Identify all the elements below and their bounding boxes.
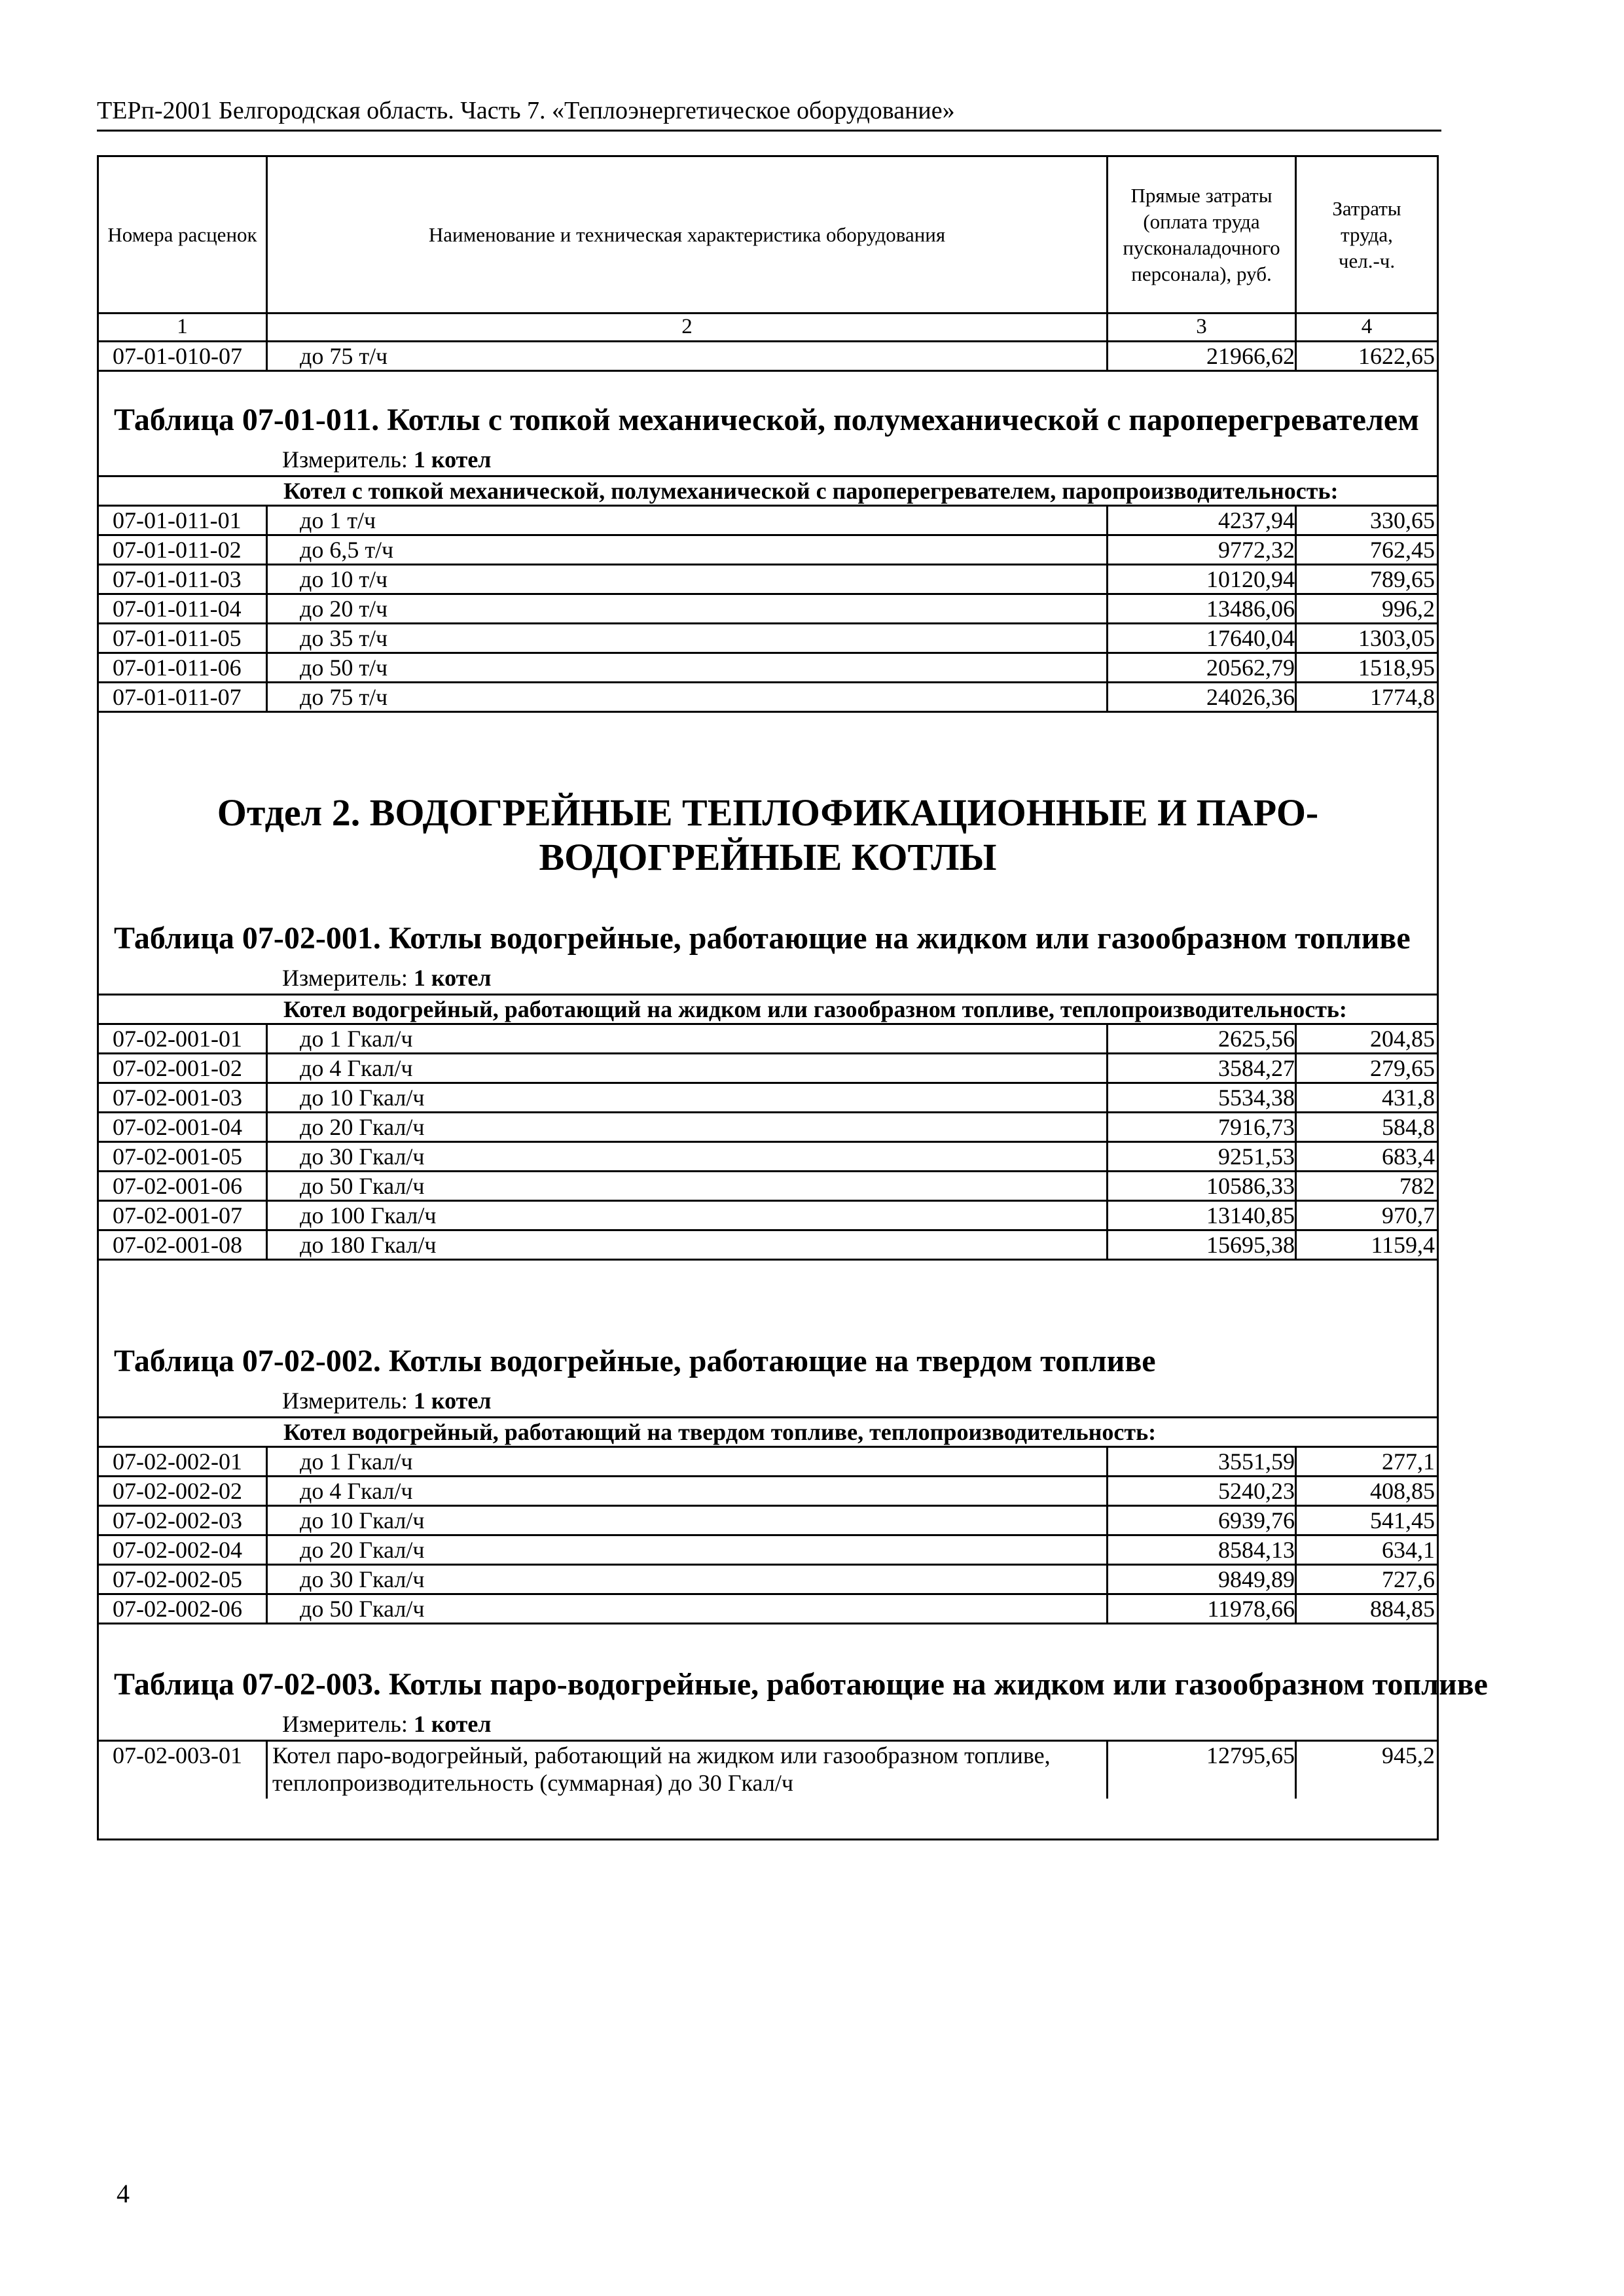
- cell-divider: [266, 1172, 268, 1200]
- cell-name: до 180 Гкал/ч: [300, 1232, 437, 1258]
- cell-name: до 4 Гкал/ч: [300, 1478, 413, 1504]
- cell-cost: 7916,73: [1218, 1114, 1295, 1140]
- group-row: [97, 994, 1439, 1023]
- cell-name: до 6,5 т/ч: [300, 537, 394, 563]
- cell-divider: [1106, 1202, 1108, 1229]
- cell-code: 07-02-001-08: [113, 1232, 242, 1258]
- cell-labor: 431,8: [1382, 1085, 1435, 1111]
- cell-name: до 10 Гкал/ч: [300, 1507, 425, 1534]
- cell-divider: [1106, 1536, 1108, 1564]
- cell-name: до 1 Гкал/ч: [300, 1026, 413, 1052]
- cell-name: до 4 Гкал/ч: [300, 1055, 413, 1081]
- table-07-02-002: [97, 1343, 1439, 1624]
- cell-labor: 782: [1399, 1173, 1435, 1199]
- cell-labor: 683,4: [1382, 1143, 1435, 1170]
- table-row: [97, 534, 1439, 564]
- cell-name: до 50 Гкал/ч: [300, 1596, 425, 1622]
- colnum-3: 3: [1196, 315, 1207, 338]
- cell-labor: 884,85: [1370, 1596, 1435, 1622]
- cell-divider: [1295, 683, 1297, 711]
- cell-divider: [1295, 1025, 1297, 1052]
- cell-labor: 277,1: [1382, 1448, 1435, 1475]
- group-row: [97, 1416, 1439, 1446]
- cell-divider: [1295, 1084, 1297, 1111]
- table-row: [97, 1052, 1439, 1082]
- cell-labor: 1518,95: [1358, 655, 1435, 681]
- cell-divider: [266, 1566, 268, 1593]
- cell-code: 07-01-011-02: [113, 537, 242, 563]
- cell-divider: [1295, 1202, 1297, 1229]
- cell-code: 07-01-010-07: [113, 343, 242, 369]
- cell-cost: 4237,94: [1218, 507, 1295, 533]
- cell-divider: [1106, 1231, 1108, 1259]
- unit-value: 1 котел: [413, 965, 492, 991]
- table-row: [97, 1534, 1439, 1564]
- cell-divider: [266, 342, 268, 370]
- cell-labor: 1774,8: [1370, 684, 1435, 710]
- colnum-4: 4: [1361, 315, 1373, 338]
- cell-divider: [1295, 1231, 1297, 1259]
- cell-divider: [1106, 342, 1108, 370]
- cell-divider: [1106, 1054, 1108, 1082]
- cell-cost: 5240,23: [1218, 1478, 1295, 1504]
- text-line: Измеритель:: [282, 965, 408, 991]
- cell-divider: [1106, 1566, 1108, 1593]
- cell-labor: 1303,05: [1358, 625, 1435, 651]
- header-col3: Прямые затраты (оплата труда пусконаладочного персонала), руб.: [1123, 183, 1280, 285]
- cell-code: 07-02-001-04: [113, 1114, 242, 1140]
- cell-labor: 204,85: [1370, 1026, 1435, 1052]
- cell-labor: 727,6: [1382, 1566, 1435, 1592]
- table-row: [97, 505, 1439, 534]
- carry-row-block: [97, 340, 1439, 372]
- cell-code: 07-01-011-03: [113, 566, 242, 592]
- group-text: Котел водогрейный, работающий на твердом топливе, теплопроизводительность:: [283, 1419, 1157, 1445]
- cell-code: 07-02-001-05: [113, 1143, 242, 1170]
- cell-divider: [266, 1477, 268, 1505]
- cell-divider: [1295, 1054, 1297, 1082]
- cell-code: 07-02-002-01: [113, 1448, 242, 1475]
- table-row: [97, 1505, 1439, 1534]
- cell-divider: [1106, 683, 1108, 711]
- cell-name: до 75 т/ч: [300, 343, 388, 369]
- cell-labor: 330,65: [1370, 507, 1435, 533]
- cell-divider: [1106, 1742, 1108, 1799]
- cell-divider: [1295, 342, 1297, 370]
- cell-name: до 30 Гкал/ч: [300, 1566, 425, 1592]
- cell-divider: [1295, 1536, 1297, 1564]
- cell-code: 07-02-002-03: [113, 1507, 242, 1534]
- cell-divider: [1106, 1172, 1108, 1200]
- cell-name: Котел паро-водогрейный, работающий на жидком или газообразном топливе, теплопроизводительность (суммарная) до 30 Гкал/ч: [272, 1742, 1051, 1796]
- cell-divider: [1106, 1113, 1108, 1141]
- section-2-title: [97, 791, 1439, 880]
- cell-divider: [1295, 1595, 1297, 1623]
- table-row: [97, 1593, 1439, 1624]
- page-number: 4: [117, 2179, 130, 2208]
- cell-cost: 13486,06: [1206, 596, 1295, 622]
- cell-code: 07-02-003-01: [113, 1742, 242, 1768]
- cell-divider: [1295, 1448, 1297, 1475]
- cell-divider: [1106, 1477, 1108, 1505]
- cell-name: до 100 Гкал/ч: [300, 1202, 437, 1229]
- cell-divider: [266, 1143, 268, 1170]
- table-row: [97, 622, 1439, 652]
- colnum-2: 2: [681, 315, 693, 338]
- cell-divider: [1295, 1566, 1297, 1593]
- cell-cost: 8584,13: [1218, 1537, 1295, 1563]
- cell-cost: 15695,38: [1206, 1232, 1295, 1258]
- text-line: ВОДОГРЕЙНЫЕ КОТЛЫ: [539, 836, 997, 878]
- table-row: [97, 1111, 1439, 1141]
- cell-divider: [266, 1084, 268, 1111]
- unit-line: [282, 445, 1439, 475]
- cell-cost: 9251,53: [1218, 1143, 1295, 1170]
- text-line: Отдел 2. ВОДОГРЕЙНЫЕ ТЕПЛОФИКАЦИОННЫЕ И ПАРО-: [217, 791, 1319, 834]
- cell-cost: 3551,59: [1218, 1448, 1295, 1475]
- cell-name: до 1 Гкал/ч: [300, 1448, 413, 1475]
- cell-labor: 541,45: [1370, 1507, 1435, 1534]
- cell-code: 07-01-011-06: [113, 655, 242, 681]
- cell-cost: 9772,32: [1218, 537, 1295, 563]
- cell-code: 07-01-011-04: [113, 596, 242, 622]
- cell-name: до 20 Гкал/ч: [300, 1537, 425, 1563]
- cell-divider: [266, 1595, 268, 1623]
- table-row: [97, 1446, 1439, 1475]
- cell-code: 07-02-002-06: [113, 1596, 242, 1622]
- cell-code: 07-02-002-05: [113, 1566, 242, 1592]
- cell-divider: [266, 1448, 268, 1475]
- table-title: Таблица 07-01-011. Котлы с топкой механической, полумеханической с пароперегревателем: [114, 403, 1419, 437]
- cell-divider: [266, 565, 268, 593]
- table-07-02-003: [97, 1666, 1488, 1799]
- cell-divider: [266, 1025, 268, 1052]
- cell-divider: [1106, 1507, 1108, 1534]
- table-row: [97, 1082, 1439, 1111]
- unit-value: 1 котел: [413, 1711, 492, 1737]
- cell-divider: [1295, 595, 1297, 622]
- cell-cost: 6939,76: [1218, 1507, 1295, 1534]
- cell-cost: 20562,79: [1206, 655, 1295, 681]
- table-row: [97, 1229, 1439, 1261]
- text-line: Измеритель:: [282, 1711, 408, 1737]
- table-row: [97, 1200, 1439, 1229]
- table-row: [97, 1740, 1439, 1799]
- cell-divider: [1106, 654, 1108, 681]
- cell-cost: 9849,89: [1218, 1566, 1295, 1592]
- group-text: Котел водогрейный, работающий на жидком или газообразном топливе, теплопроизводительность:: [283, 996, 1347, 1022]
- table-row: [97, 652, 1439, 681]
- cell-labor: 634,1: [1382, 1537, 1435, 1563]
- text-line: Измеритель:: [282, 446, 408, 473]
- header-col2: Наименование и техническая характеристика оборудования: [428, 223, 946, 246]
- cell-divider: [266, 1742, 268, 1799]
- cell-code: 07-01-011-07: [113, 684, 242, 710]
- cell-cost: 17640,04: [1206, 625, 1295, 651]
- cell-divider: [266, 624, 268, 652]
- cell-divider: [1106, 1084, 1108, 1111]
- cell-labor: 1622,65: [1358, 343, 1435, 369]
- cell-name: до 75 т/ч: [300, 684, 388, 710]
- cell-cost: 24026,36: [1206, 684, 1295, 710]
- cell-code: 07-02-001-01: [113, 1026, 242, 1052]
- cell-divider: [1295, 1113, 1297, 1141]
- cell-labor: 789,65: [1370, 566, 1435, 592]
- cell-divider: [1106, 565, 1108, 593]
- cell-divider: [266, 1054, 268, 1082]
- cell-divider: [1295, 1477, 1297, 1505]
- cell-divider: [1295, 1742, 1297, 1799]
- unit-line: [282, 963, 1439, 994]
- cell-divider: [266, 507, 268, 534]
- cell-divider: [266, 654, 268, 681]
- table-title: Таблица 07-02-003. Котлы паро-водогрейные, работающие на жидком или газообразном топливе: [114, 1667, 1488, 1702]
- cell-divider: [1295, 536, 1297, 564]
- cell-cost: 11978,66: [1207, 1596, 1295, 1622]
- cell-divider: [1106, 1595, 1108, 1623]
- cell-divider: [266, 1536, 268, 1564]
- table-row: [97, 1023, 1439, 1052]
- cell-cost: 21966,62: [1206, 343, 1295, 369]
- table-title: Таблица 07-02-002. Котлы водогрейные, работающие на твердом топливе: [114, 1344, 1156, 1378]
- cell-cost: 13140,85: [1206, 1202, 1295, 1229]
- cell-cost: 5534,38: [1218, 1085, 1295, 1111]
- cell-divider: [266, 683, 268, 711]
- cell-labor: 1159,4: [1371, 1232, 1435, 1258]
- table-row: [97, 681, 1439, 713]
- group-row: [97, 475, 1439, 505]
- cell-divider: [266, 1507, 268, 1534]
- cell-name: до 35 т/ч: [300, 625, 388, 651]
- cell-labor: 408,85: [1370, 1478, 1435, 1504]
- cell-divider: [1106, 507, 1108, 534]
- cell-code: 07-02-002-04: [113, 1537, 242, 1563]
- cell-code: 07-02-001-06: [113, 1173, 242, 1199]
- cell-divider: [1295, 624, 1297, 652]
- unit-value: 1 котел: [413, 446, 492, 473]
- header-col1: Номера расценок: [107, 223, 257, 246]
- cell-code: 07-01-011-05: [113, 625, 242, 651]
- cell-divider: [1295, 1172, 1297, 1200]
- cell-divider: [266, 1113, 268, 1141]
- cell-labor: 996,2: [1382, 596, 1435, 622]
- cell-name: до 50 т/ч: [300, 655, 388, 681]
- cell-divider: [1106, 1143, 1108, 1170]
- group-text: Котел с топкой механической, полумеханической с пароперегревателем, паропроизводительность:: [283, 478, 1339, 504]
- cell-divider: [266, 595, 268, 622]
- cell-divider: [1295, 565, 1297, 593]
- cell-divider: [1106, 624, 1108, 652]
- table-row: [97, 1141, 1439, 1170]
- cell-divider: [1295, 1143, 1297, 1170]
- table-07-01-011: [97, 402, 1439, 713]
- cell-divider: [1106, 1448, 1108, 1475]
- cell-divider: [1295, 1507, 1297, 1534]
- cell-code: 07-01-011-01: [113, 507, 242, 533]
- table-row: [97, 1475, 1439, 1505]
- cell-divider: [1106, 595, 1108, 622]
- cell-name: до 30 Гкал/ч: [300, 1143, 425, 1170]
- cell-labor: 970,7: [1382, 1202, 1435, 1229]
- text-line: Измеритель:: [282, 1388, 408, 1414]
- cell-code: 07-02-001-07: [113, 1202, 242, 1229]
- cell-cost: 2625,56: [1218, 1026, 1295, 1052]
- cell-divider: [1106, 1025, 1108, 1052]
- cell-divider: [266, 536, 268, 564]
- cell-name: до 10 Гкал/ч: [300, 1085, 425, 1111]
- cell-cost: 10586,33: [1206, 1173, 1295, 1199]
- cell-divider: [1295, 654, 1297, 681]
- cell-labor: 945,2: [1382, 1742, 1435, 1768]
- table-row: [97, 564, 1439, 593]
- running-header: ТЕРп-2001 Белгородская область. Часть 7. «Теплоэнергетическое оборудование»: [97, 96, 1441, 132]
- table-row: [97, 1170, 1439, 1200]
- cell-name: до 20 Гкал/ч: [300, 1114, 425, 1140]
- cell-labor: 584,8: [1382, 1114, 1435, 1140]
- cell-code: 07-02-001-03: [113, 1085, 242, 1111]
- header-col4: Затраты труда, чел.-ч.: [1332, 196, 1401, 272]
- cell-cost: 3584,27: [1218, 1055, 1295, 1081]
- cell-divider: [266, 1231, 268, 1259]
- cell-cost: 10120,94: [1206, 566, 1295, 592]
- cell-divider: [1106, 536, 1108, 564]
- cell-name: до 1 т/ч: [300, 507, 376, 533]
- table-07-02-001: [97, 920, 1439, 1261]
- cell-code: 07-02-002-02: [113, 1478, 242, 1504]
- table-row: [97, 1564, 1439, 1593]
- cell-name: до 10 т/ч: [300, 566, 388, 592]
- cell-cost: 12795,65: [1206, 1742, 1295, 1768]
- colnum-1: 1: [177, 315, 188, 338]
- table-title: Таблица 07-02-001. Котлы водогрейные, работающие на жидком или газообразном топливе: [114, 921, 1411, 956]
- cell-labor: 279,65: [1370, 1055, 1435, 1081]
- cell-divider: [266, 1202, 268, 1229]
- unit-line: [282, 1386, 1439, 1416]
- table-row: [97, 340, 1439, 372]
- cell-code: 07-02-001-02: [113, 1055, 242, 1081]
- cell-divider: [1295, 507, 1297, 534]
- unit-line: [282, 1710, 1439, 1740]
- table-row: [97, 593, 1439, 622]
- cell-name: до 20 т/ч: [300, 596, 388, 622]
- unit-value: 1 котел: [413, 1388, 492, 1414]
- cell-labor: 762,45: [1370, 537, 1435, 563]
- cell-name: до 50 Гкал/ч: [300, 1173, 425, 1199]
